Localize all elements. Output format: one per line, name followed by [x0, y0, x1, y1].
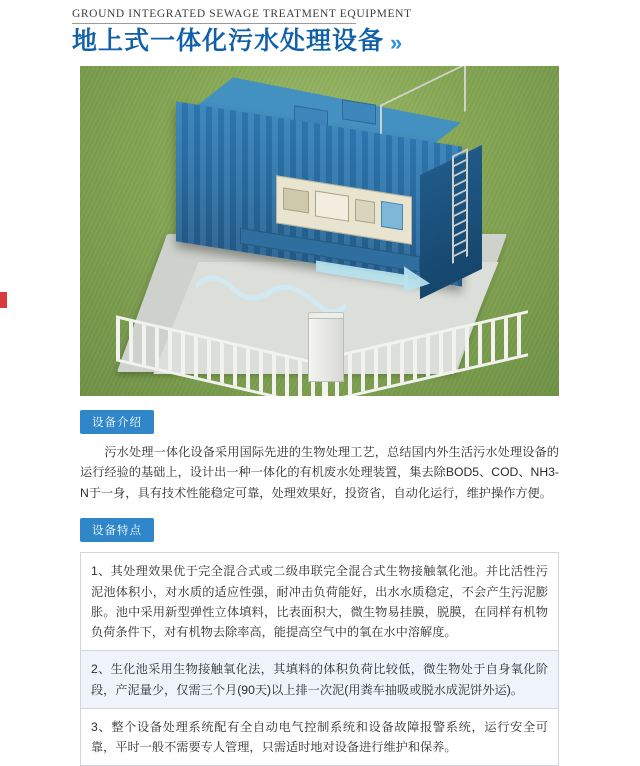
- header-chinese-row: [72, 28, 640, 56]
- header-divider: [72, 23, 356, 24]
- fence-front-right: [322, 310, 528, 396]
- intro-paragraph: 污水处理一体化设备采用国际先进的生物处理工艺，总结国内外生活污水处理设备的运行经验的基础上，设计出一种一体化的有机废水处理装置，集去除BOD5、COD、NH3-N于一身，具有技术性能稳定可靠，处理效果好，投资省，自动化运行，维护操作方便。: [80, 444, 559, 501]
- page-title: 地上式一体化污水处理设备: [72, 27, 385, 55]
- header-english-title: GROUND INTEGRATED SEWAGE TREATMENT EQUIPMENT: [72, 8, 412, 20]
- access-ladder: [452, 148, 468, 264]
- white-tank: [308, 318, 344, 382]
- diagram-tank-4: [381, 200, 403, 229]
- equipment-illustration: [80, 66, 559, 396]
- chevron-right-icon: »: [390, 29, 403, 55]
- list-item: 3、整个设备处理系统配有全自动电气控制系统和设备故障报警系统，运行安全可靠，平时一般不需要专人管理，只需适时地对设备进行维护和保养。: [80, 708, 559, 766]
- list-item: 1、其处理效果优于完全混合式或二级串联完全混合式生物接触氧化池。并比活性污泥池体积小，对水质的适应性强，耐冲击负荷能好，出水水质稳定，不会产生污泥膨胀。池中采用新型弹性立体填料，比表面积大，微生物易挂膜，脱膜，在同样有机物负荷条件下，对有机物去除率高，能提高空气中的氧在水中溶解度。: [80, 552, 559, 650]
- diagram-tank-1: [283, 187, 309, 213]
- diagram-tank-2: [315, 190, 349, 221]
- diagram-tank-3: [355, 198, 375, 223]
- fence-front-left: [116, 315, 330, 396]
- section-header-intro: 设备介绍: [80, 410, 154, 434]
- section-header-features: 设备特点: [80, 518, 154, 542]
- features-list: [80, 552, 559, 766]
- left-edge-marker: [0, 292, 7, 308]
- page-header: [0, 0, 640, 56]
- arrow-head: [404, 266, 430, 296]
- list-item: 2、生化池采用生物接触氧化法，其填料的体积负荷比较低，微生物处于自身氧化阶段，产泥量少，仅需三个月(90天)以上排一次泥(用粪车抽吸或脱水成泥饼外运)。: [80, 650, 559, 708]
